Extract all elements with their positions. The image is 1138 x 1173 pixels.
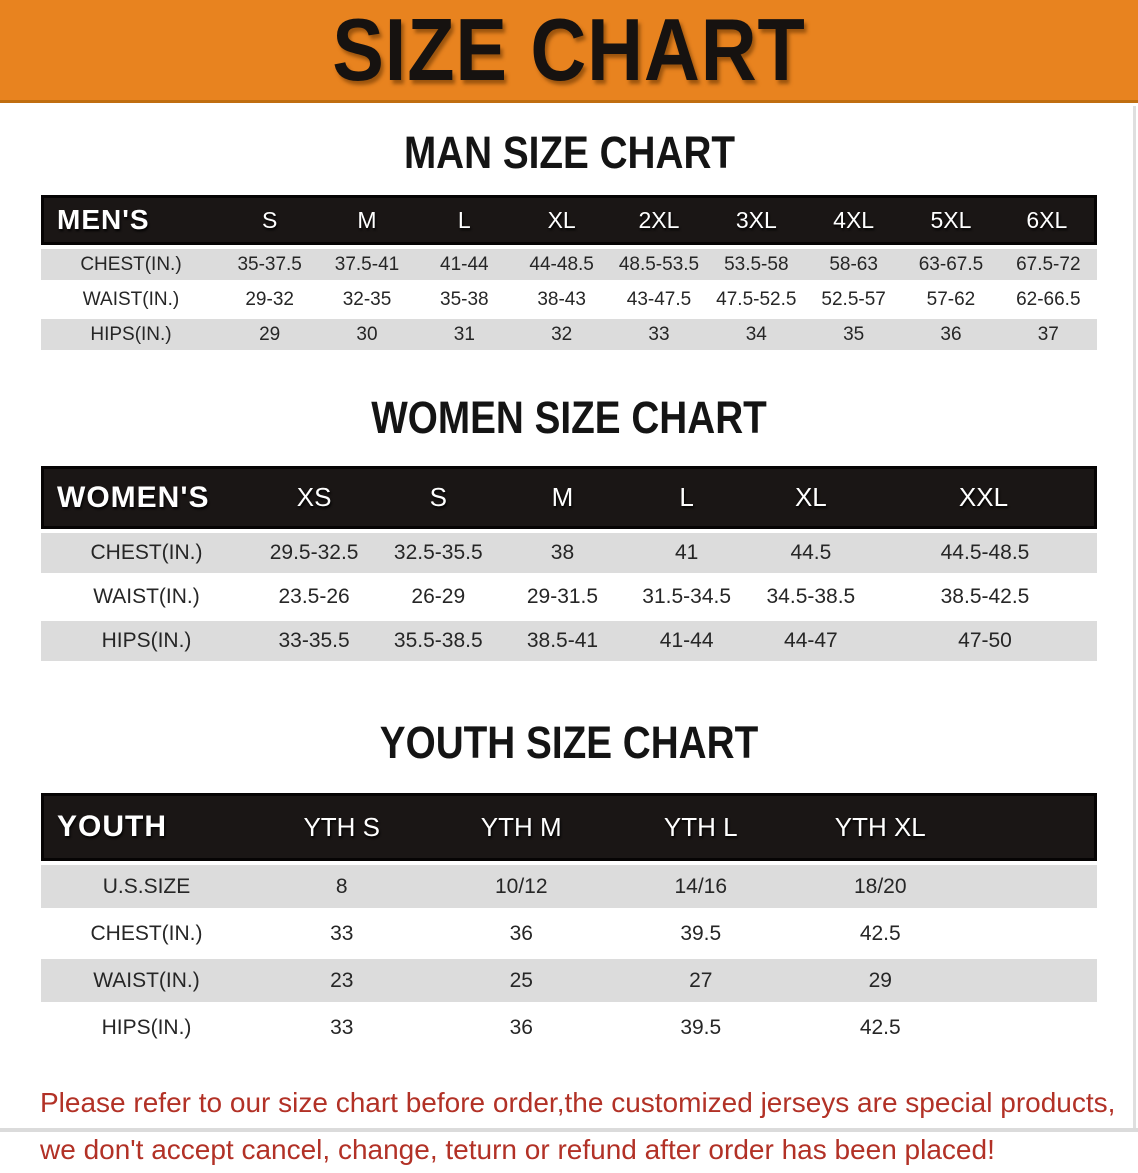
measurement-value-cell: 29-31.5 (500, 577, 624, 617)
size-column-header: M (500, 466, 624, 529)
measurement-value-cell: 33-35.5 (252, 621, 376, 661)
measurement-value-cell: 38 (500, 533, 624, 573)
measurement-value-cell: 36 (432, 1006, 612, 1049)
measurement-value-cell: 10/12 (432, 865, 612, 908)
measurement-value-cell: 34 (708, 319, 805, 350)
size-column-header: 2XL (610, 195, 707, 245)
measurement-value-cell: 39.5 (611, 912, 791, 955)
size-column-header: YTH XL (791, 793, 971, 861)
size-column-header: YTH L (611, 793, 791, 861)
size-column-header: S (221, 195, 318, 245)
measurement-value-cell: 32 (513, 319, 610, 350)
measurement-row (41, 621, 1097, 661)
measurement-value-cell: 18/20 (791, 865, 971, 908)
measurement-row (41, 865, 1097, 908)
banner-title: SIZE CHART (332, 0, 806, 99)
size-column-header: L (416, 195, 513, 245)
measurement-row (41, 284, 1097, 315)
measurement-value-cell: 29-32 (221, 284, 318, 315)
measurement-value-cell: 33 (252, 912, 432, 955)
men-table-corner-label: MEN'S (41, 195, 221, 245)
measurement-value-cell: 38-43 (513, 284, 610, 315)
measurement-value-cell: 43-47.5 (610, 284, 707, 315)
measurement-value-cell: 52.5-57 (805, 284, 902, 315)
measurement-value-cell: 8 (252, 865, 432, 908)
measurement-value-cell: 35-38 (416, 284, 513, 315)
size-column-header: 6XL (1000, 195, 1097, 245)
size-chart-banner (0, 0, 1138, 103)
measurement-row (41, 959, 1097, 1002)
measurement-value-cell: 53.5-58 (708, 249, 805, 280)
measurement-row (41, 1006, 1097, 1049)
women-size-table (41, 462, 1097, 665)
women-section-title-text: WOMEN SIZE CHART (371, 392, 767, 443)
youth-section-title (0, 719, 1138, 767)
measurement-row-label: HIPS(IN.) (41, 1006, 252, 1049)
measurement-value-cell: 44-48.5 (513, 249, 610, 280)
measurement-value-cell: 38.5-42.5 (873, 577, 1097, 617)
size-column-header: 4XL (805, 195, 902, 245)
measurement-value-cell: 35.5-38.5 (376, 621, 500, 661)
measurement-value-cell: 29 (791, 959, 971, 1002)
size-column-header: YTH S (252, 793, 432, 861)
measurement-value-cell: 33 (610, 319, 707, 350)
measurement-value-cell: 27 (611, 959, 791, 1002)
women-table-header-row (41, 466, 1097, 529)
measurement-value-cell: 57-62 (902, 284, 999, 315)
row-spacer-cell (970, 959, 1097, 1002)
measurement-row (41, 577, 1097, 617)
measurement-value-cell: 35 (805, 319, 902, 350)
men-size-table (41, 191, 1097, 354)
measurement-value-cell: 31 (416, 319, 513, 350)
measurement-value-cell: 63-67.5 (902, 249, 999, 280)
men-section-title-text: MAN SIZE CHART (403, 127, 735, 178)
measurement-value-cell: 47.5-52.5 (708, 284, 805, 315)
size-column-header: XXL (873, 466, 1097, 529)
youth-size-table (41, 789, 1097, 1053)
women-section-title (0, 394, 1138, 442)
measurement-value-cell: 31.5-34.5 (625, 577, 749, 617)
measurement-row (41, 912, 1097, 955)
measurement-value-cell: 39.5 (611, 1006, 791, 1049)
measurement-row (41, 249, 1097, 280)
measurement-row-label: CHEST(IN.) (41, 533, 252, 573)
size-column-header: L (625, 466, 749, 529)
measurement-row (41, 319, 1097, 350)
measurement-value-cell: 29.5-32.5 (252, 533, 376, 573)
measurement-value-cell: 14/16 (611, 865, 791, 908)
measurement-row-label: HIPS(IN.) (41, 319, 221, 350)
measurement-value-cell: 42.5 (791, 912, 971, 955)
measurement-value-cell: 44-47 (749, 621, 873, 661)
size-column-header: M (318, 195, 415, 245)
measurement-value-cell: 32.5-35.5 (376, 533, 500, 573)
size-column-header: XL (749, 466, 873, 529)
measurement-value-cell: 36 (432, 912, 612, 955)
measurement-value-cell: 23 (252, 959, 432, 1002)
measurement-value-cell: 41-44 (416, 249, 513, 280)
measurement-row-label: WAIST(IN.) (41, 959, 252, 1002)
disclaimer-line-1: Please refer to our size chart before order,the customized jerseys are special products, (40, 1087, 1116, 1118)
measurement-value-cell: 48.5-53.5 (610, 249, 707, 280)
youth-table-header-row (41, 793, 1097, 861)
size-column-header: XL (513, 195, 610, 245)
women-table-corner-label: WOMEN'S (41, 466, 252, 529)
measurement-value-cell: 32-35 (318, 284, 415, 315)
measurement-value-cell: 67.5-72 (1000, 249, 1097, 280)
size-column-header: 5XL (902, 195, 999, 245)
measurement-value-cell: 44.5 (749, 533, 873, 573)
disclaimer (40, 1079, 1118, 1173)
measurement-value-cell: 25 (432, 959, 612, 1002)
measurement-value-cell: 34.5-38.5 (749, 577, 873, 617)
measurement-value-cell: 33 (252, 1006, 432, 1049)
header-spacer-cell (970, 793, 1097, 861)
measurement-row-label: HIPS(IN.) (41, 621, 252, 661)
disclaimer-line-2: we don't accept cancel, change, teturn or refund after order has been placed! (40, 1134, 995, 1165)
size-column-header: YTH M (432, 793, 612, 861)
measurement-value-cell: 23.5-26 (252, 577, 376, 617)
measurement-value-cell: 41-44 (625, 621, 749, 661)
measurement-row-label: WAIST(IN.) (41, 577, 252, 617)
page-bottom-edge-line (0, 1128, 1138, 1132)
size-column-header: XS (252, 466, 376, 529)
measurement-row-label: CHEST(IN.) (41, 249, 221, 280)
measurement-row-label: U.S.SIZE (41, 865, 252, 908)
measurement-value-cell: 26-29 (376, 577, 500, 617)
measurement-value-cell: 37 (1000, 319, 1097, 350)
men-table-header-row (41, 195, 1097, 245)
measurement-value-cell: 37.5-41 (318, 249, 415, 280)
row-spacer-cell (970, 865, 1097, 908)
row-spacer-cell (970, 1006, 1097, 1049)
page-right-edge-line (1133, 106, 1136, 1132)
measurement-value-cell: 36 (902, 319, 999, 350)
measurement-row-label: CHEST(IN.) (41, 912, 252, 955)
men-section-title (0, 129, 1138, 177)
row-spacer-cell (970, 912, 1097, 955)
measurement-value-cell: 42.5 (791, 1006, 971, 1049)
measurement-value-cell: 62-66.5 (1000, 284, 1097, 315)
youth-table-corner-label: YOUTH (41, 793, 252, 861)
measurement-value-cell: 44.5-48.5 (873, 533, 1097, 573)
measurement-value-cell: 35-37.5 (221, 249, 318, 280)
measurement-value-cell: 47-50 (873, 621, 1097, 661)
measurement-value-cell: 30 (318, 319, 415, 350)
size-column-header: S (376, 466, 500, 529)
measurement-value-cell: 58-63 (805, 249, 902, 280)
youth-section-title-text: YOUTH SIZE CHART (379, 717, 759, 768)
measurement-value-cell: 41 (625, 533, 749, 573)
measurement-row (41, 533, 1097, 573)
measurement-row-label: WAIST(IN.) (41, 284, 221, 315)
measurement-value-cell: 29 (221, 319, 318, 350)
size-column-header: 3XL (708, 195, 805, 245)
measurement-value-cell: 38.5-41 (500, 621, 624, 661)
